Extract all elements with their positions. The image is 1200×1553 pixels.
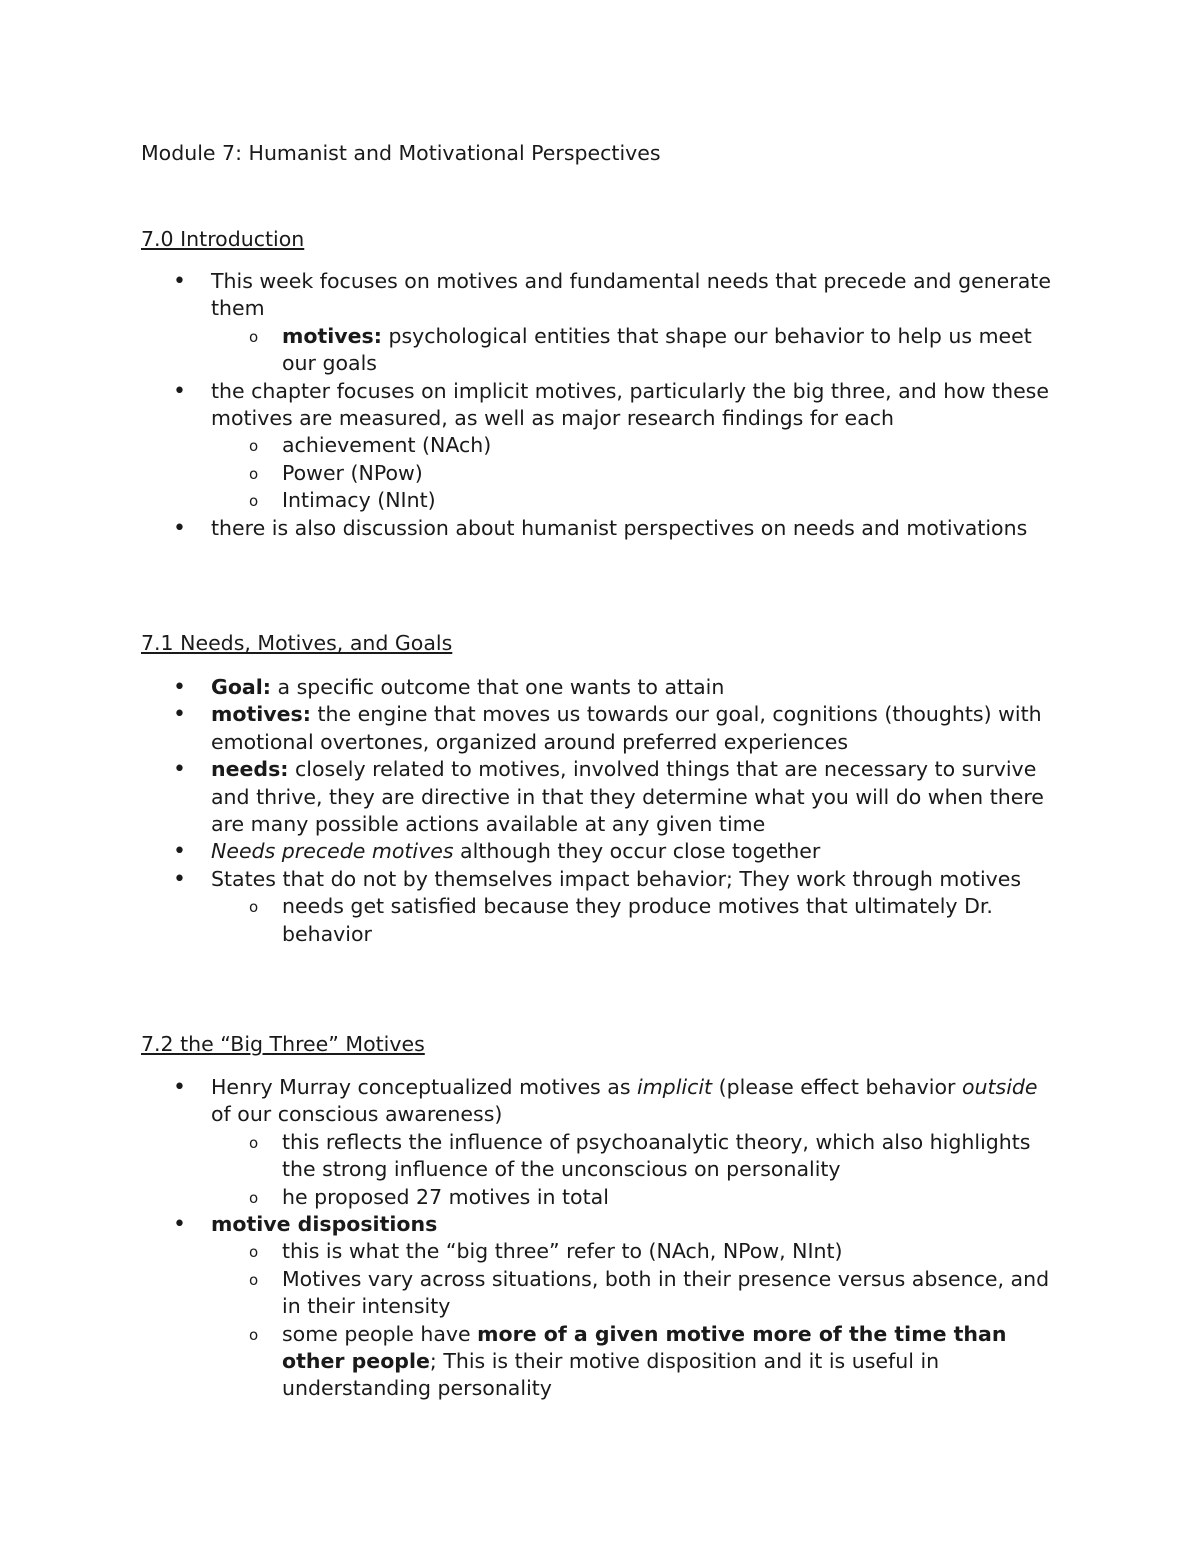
sub-list-item: o achievement (NAch) (211, 432, 1061, 459)
sub-list-item: o Motives vary across situations, both in their presence versus absence, and in their intensity (211, 1266, 1061, 1321)
term-definition: the engine that moves us towards our goal, cognitions (thoughts) with emotional overtones, organized around preferred experiences (211, 702, 1042, 754)
sub-list-item: o he proposed 27 motives in total (211, 1184, 1061, 1211)
sub-list (211, 893, 1061, 948)
list-item-text: some people have (282, 1321, 478, 1346)
list-item (141, 674, 1061, 701)
list-item-text: the chapter focuses on implicit motives, particularly the big three, and how these motives are measured, as well as major research findings for each (211, 378, 1049, 431)
sub-list-item (211, 1321, 1061, 1403)
section-big-three-motives (141, 1031, 1061, 1403)
list-item (141, 1074, 1061, 1211)
list-item-text: there is also discussion about humanist perspectives on needs and motivations (211, 515, 1028, 540)
sub-list-item: o Power (NPow) (211, 460, 1061, 487)
list-item-text: ; This is their motive disposition and it is useful in understanding personality (282, 1349, 940, 1401)
sub-list (211, 1129, 1061, 1211)
section-needs-motives-goals (141, 630, 1061, 948)
sub-list (211, 1238, 1061, 1402)
emphasis-bold-text: more of a given motive more of the time than other people (282, 1321, 1007, 1374)
term-label: motives: (282, 323, 382, 348)
sub-list-item (211, 323, 1061, 378)
list-item-text: Henry Murray conceptualized motives as (211, 1075, 638, 1099)
list-item (141, 756, 1061, 838)
list-item-text: (please effect behavior (712, 1075, 962, 1099)
sub-list-item: o this reflects the influence of psychoanalytic theory, which also highlights the strong influence of the unconscious on personality (211, 1129, 1061, 1184)
sub-list (211, 323, 1061, 378)
bullet-list (141, 674, 1061, 948)
list-item-text: of our conscious awareness) (211, 1102, 503, 1127)
term-definition: closely related to motives, involved things that are necessary to survive and thrive, they are directive in that they determine what you will do when there are many possible actions available at any given time (211, 757, 1044, 837)
list-item (141, 268, 1061, 378)
section-heading: 7.0 Introduction (141, 227, 305, 251)
list-item (141, 1211, 1061, 1403)
sub-list-item: o this is what the “big three” refer to (NAch, NPow, NInt) (211, 1238, 1061, 1265)
emphasis-text: Needs precede motives (211, 839, 454, 864)
sub-list-item: o needs get satisfied because they produce motives that ultimately Dr. behavior (211, 893, 1061, 948)
list-item (141, 866, 1061, 948)
term-definition: psychological entities that shape our behavior to help us meet our goals (282, 323, 1032, 376)
sub-list-item: o Intimacy (NInt) (211, 487, 1061, 514)
term-label: motive dispositions (211, 1212, 438, 1237)
section-heading: 7.1 Needs, Motives, and Goals (141, 631, 453, 655)
term-definition: a specific outcome that one wants to attain (270, 675, 725, 699)
list-item (141, 515, 1061, 542)
emphasis-text: outside (961, 1075, 1038, 1099)
list-item-text: This week focuses on motives and fundamental needs that precede and generate them (211, 269, 1051, 321)
sub-list (211, 432, 1061, 514)
list-item (141, 701, 1061, 756)
term-label: motives: (211, 702, 311, 727)
emphasis-text: implicit (637, 1075, 713, 1099)
list-item (141, 378, 1061, 515)
list-item (141, 838, 1061, 865)
bullet-list (141, 1074, 1061, 1403)
term-label: needs: (211, 757, 289, 782)
term-label: Goal: (211, 675, 271, 699)
list-item-text: although they occur close together (453, 839, 821, 864)
list-item-text: States that do not by themselves impact behavior; They work through motives (211, 866, 1022, 891)
section-introduction (141, 226, 1061, 542)
document-title: Module 7: Humanist and Motivational Perspectives (141, 141, 661, 165)
section-heading: 7.2 the “Big Three” Motives (141, 1032, 425, 1056)
bullet-list (141, 268, 1061, 542)
